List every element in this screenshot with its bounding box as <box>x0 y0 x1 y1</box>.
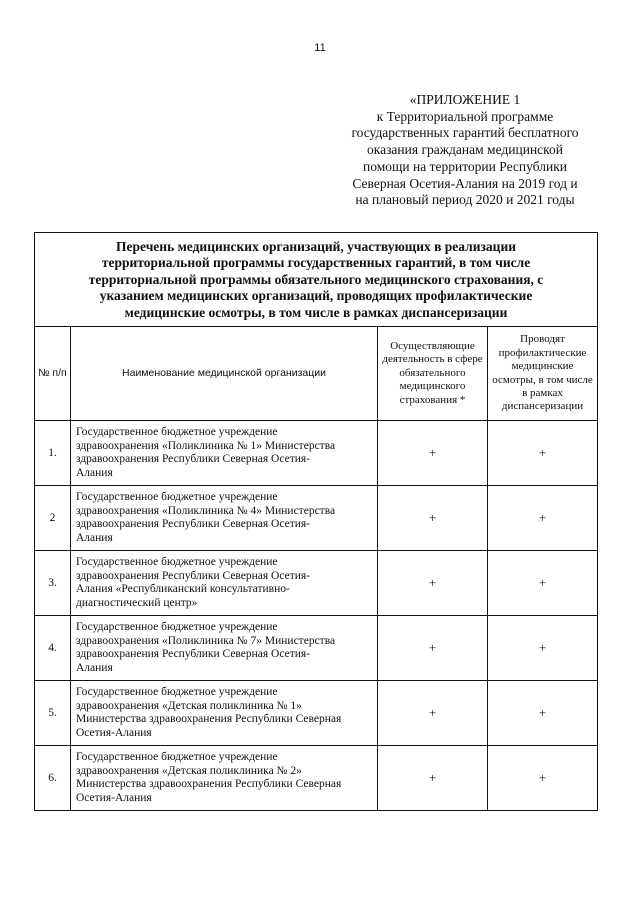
organization-name <box>71 746 378 811</box>
oms-mark: + <box>378 616 488 681</box>
oms-mark: + <box>378 746 488 811</box>
prof-mark: + <box>488 616 598 681</box>
organization-name-line: Государственное бюджетное учреждение <box>76 686 278 698</box>
organization-name-line: диагностический центр» <box>76 596 198 609</box>
organization-name <box>71 616 378 681</box>
table-row <box>35 616 598 681</box>
organization-name-line: здравоохранения «Поликлиника № 7» Министерства <box>76 634 336 647</box>
table-row <box>35 681 598 746</box>
header-name: Наименование медицинской организации <box>71 327 378 421</box>
organization-name-line: здравоохранения Республики Северная Осетия- <box>76 648 311 660</box>
organization-name-line: Государственное бюджетное учреждение <box>76 621 278 633</box>
row-number: 3. <box>35 551 71 616</box>
table-row <box>35 551 598 616</box>
appendix-line: Северная Осетия-Алания на 2019 год и <box>352 175 578 191</box>
header-prof: Проводят профилактические медицинские осмотры, в том числе в рамках диспансеризации <box>488 327 598 421</box>
organization-name <box>71 551 378 616</box>
oms-mark: + <box>378 551 488 616</box>
appendix-heading <box>330 92 600 209</box>
table-row <box>35 421 598 486</box>
organization-name <box>71 681 378 746</box>
organization-name <box>71 421 378 486</box>
prof-mark: + <box>488 551 598 616</box>
page-number: 11 <box>314 42 326 54</box>
appendix-line: «ПРИЛОЖЕНИЕ 1 <box>409 92 521 107</box>
table-title-line: территориальной программы обязательного медицинского страхования, с <box>88 271 544 287</box>
appendix-line: оказания гражданам медицинской <box>366 142 564 158</box>
row-number: 1. <box>35 421 71 486</box>
organizations-table <box>34 232 598 811</box>
organization-name-line: Государственное бюджетное учреждение <box>76 751 278 763</box>
appendix-line: государственных гарантий бесплатного <box>351 125 579 141</box>
table-body <box>35 421 598 811</box>
organization-name-line: Государственное бюджетное учреждение <box>76 426 278 438</box>
table-title-line: Перечень медицинских организаций, участвующих в реализации <box>116 238 516 254</box>
row-number: 2 <box>35 486 71 551</box>
row-number: 4. <box>35 616 71 681</box>
table-row <box>35 486 598 551</box>
organization-name-line: здравоохранения «Поликлиника № 4» Министерства <box>76 504 336 517</box>
organization-name-line: здравоохранения Республики Северная Осетия- <box>76 453 311 465</box>
organization-name-line: Осетия-Алания <box>76 791 152 804</box>
organization-name-line: здравоохранения «Детская поликлиника № 1» <box>76 699 302 712</box>
table-header-row <box>35 327 598 421</box>
oms-mark: + <box>378 681 488 746</box>
table-title <box>35 233 598 327</box>
organization-name-line: Министерства здравоохранения Республики Северная <box>76 713 342 725</box>
appendix-line: помощи на территории Республики <box>363 158 567 174</box>
prof-mark: + <box>488 421 598 486</box>
organization-name-line: Алания «Республиканский консультативно- <box>76 583 290 595</box>
organization-name-line: Алания <box>76 466 113 479</box>
organization-name <box>71 486 378 551</box>
oms-mark: + <box>378 421 488 486</box>
organization-name-line: Министерства здравоохранения Республики Северная <box>76 778 342 790</box>
organization-name-line: Государственное бюджетное учреждение <box>76 556 278 568</box>
prof-mark: + <box>488 681 598 746</box>
prof-mark: + <box>488 746 598 811</box>
appendix-line: к Территориальной программе <box>376 108 554 124</box>
header-oms: Осуществляющие деятельность в сфере обязательного медицинского страхования * <box>378 327 488 421</box>
oms-mark: + <box>378 486 488 551</box>
organization-name-line: здравоохранения Республики Северная Осетия- <box>76 569 311 582</box>
table-row <box>35 746 598 811</box>
organization-name-line: Осетия-Алания <box>76 726 152 739</box>
row-number: 5. <box>35 681 71 746</box>
table-title-line: медицинские осмотры, в том числе в рамках диспансеризации <box>124 304 508 320</box>
header-num: № п/п <box>35 327 71 421</box>
organization-name-line: Государственное бюджетное учреждение <box>76 491 278 503</box>
prof-mark: + <box>488 486 598 551</box>
row-number: 6. <box>35 746 71 811</box>
appendix-line: на плановый период 2020 и 2021 годы <box>355 192 575 208</box>
organization-name-line: здравоохранения «Поликлиника № 1» Министерства <box>76 439 336 452</box>
organization-name-line: Алания <box>76 661 113 674</box>
table-title-line: указанием медицинских организаций, проводящих профилактические <box>99 288 533 304</box>
organization-name-line: Алания <box>76 531 113 544</box>
table-title-line: территориальной программы государственных гарантий, в том числе <box>101 255 531 271</box>
organization-name-line: здравоохранения «Детская поликлиника № 2» <box>76 764 302 777</box>
organization-name-line: здравоохранения Республики Северная Осетия- <box>76 518 311 530</box>
